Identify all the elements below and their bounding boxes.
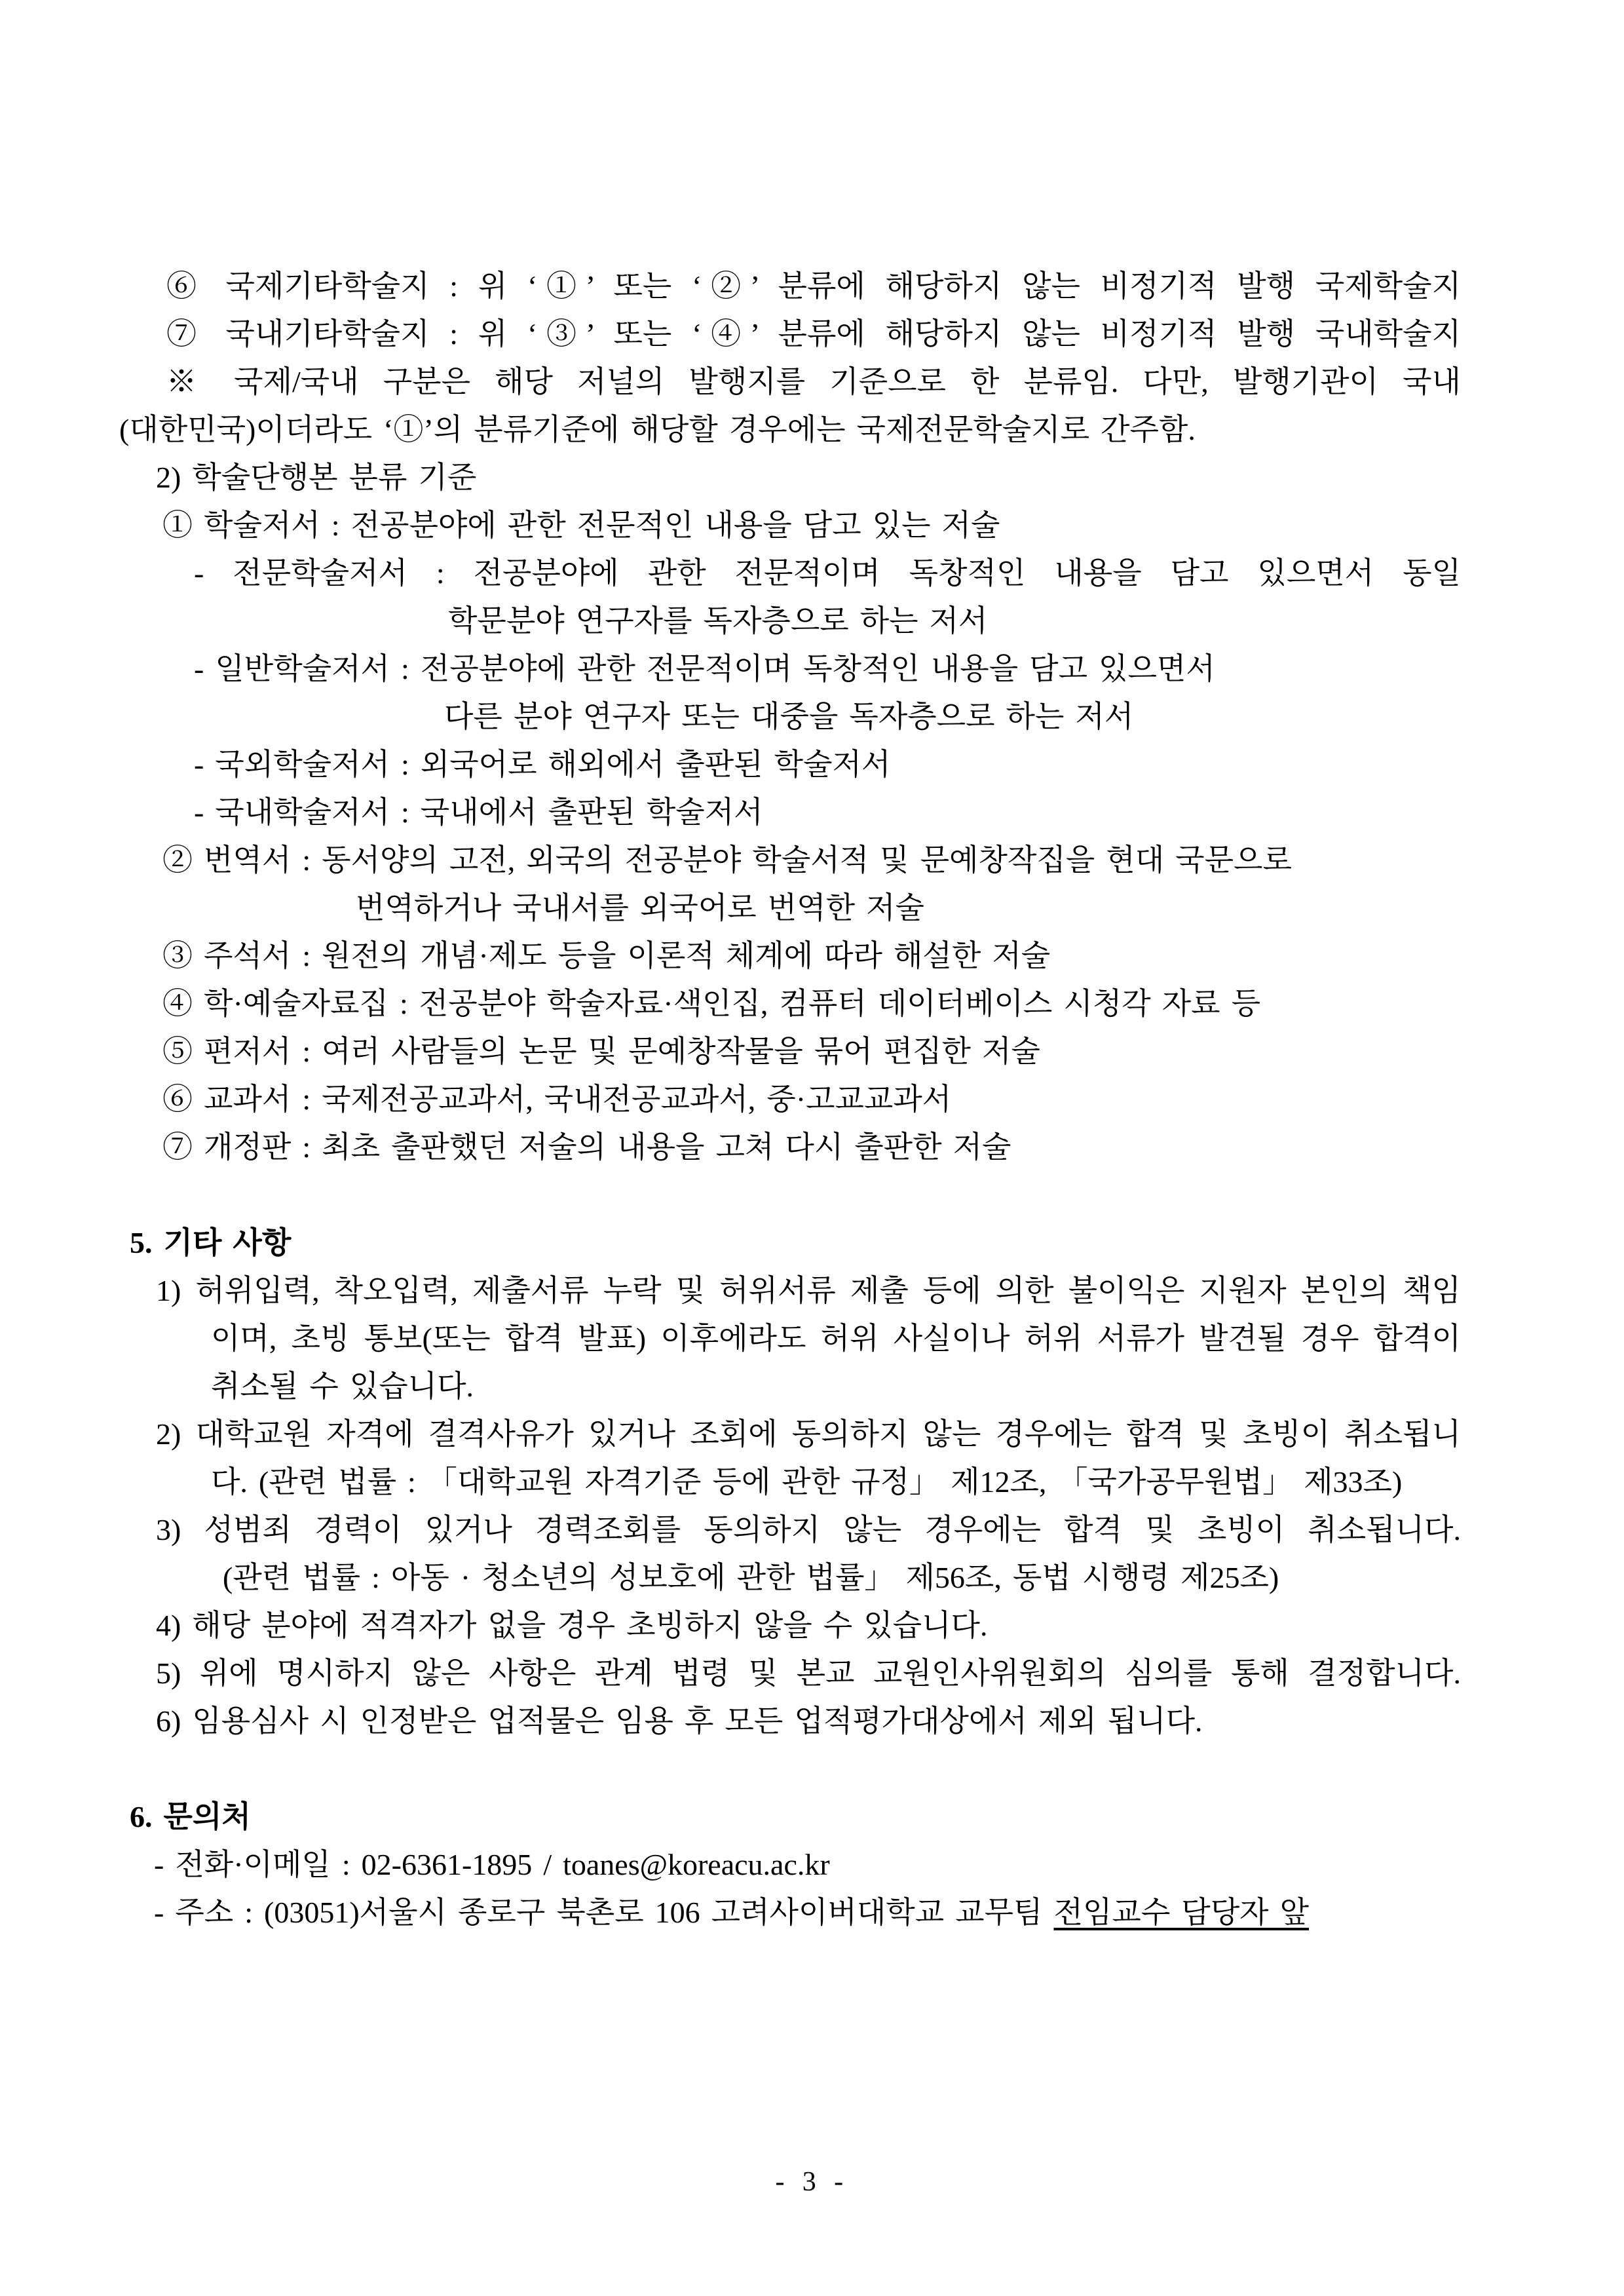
text-segment: 5. 기타 사항 <box>130 1226 292 1259</box>
text-line <box>119 1219 1461 1267</box>
text-line <box>119 1649 1461 1697</box>
text-segment: - 국내학술저서 : 국내에서 출판된 학술저서 <box>194 795 763 829</box>
text-line <box>119 1410 1461 1458</box>
text-line <box>119 1888 1461 1936</box>
text-line <box>119 1554 1461 1601</box>
text-line <box>119 1123 1461 1171</box>
document-body <box>119 262 1461 1936</box>
text-line <box>119 406 1461 453</box>
text-line <box>119 1075 1461 1123</box>
blank-line <box>119 1745 1461 1793</box>
text-line <box>119 1362 1461 1410</box>
text-line <box>119 597 1461 645</box>
text-segment: - 국외학술저서 : 외국어로 해외에서 출판된 학술저서 <box>194 748 891 781</box>
text-line <box>119 1697 1461 1745</box>
text-line <box>119 836 1461 884</box>
text-segment: ⑥ 교과서 : 국제전공교과서, 국내전공교과서, 중·고교교과서 <box>162 1082 952 1116</box>
text-line <box>119 645 1461 693</box>
text-segment: 취소될 수 있습니다. <box>211 1369 474 1403</box>
text-segment: - 전화·이메일 : 02-6361-1895 / toanes@koreacu.ac.kr <box>154 1848 830 1881</box>
text-line <box>119 1458 1461 1506</box>
text-line <box>119 980 1461 1027</box>
text-line <box>119 1314 1461 1362</box>
text-line <box>119 262 1461 310</box>
text-line <box>119 693 1461 740</box>
text-segment: 6. 문의처 <box>130 1800 251 1833</box>
text-segment: (관련 법률 : 아동 · 청소년의 성보호에 관한 법률」 제56조, 동법 시행령 제25조) <box>223 1561 1279 1594</box>
text-line <box>119 501 1461 549</box>
text-segment: ② 번역서 : 동서양의 고전, 외국의 전공분야 학술서적 및 문예창작집을 현대 국문으로 <box>162 843 1292 877</box>
text-line <box>119 1267 1461 1314</box>
text-line <box>119 932 1461 980</box>
text-line <box>119 549 1461 597</box>
text-segment: ⑦ 개정판 : 최초 출판했던 저술의 내용을 고쳐 다시 출판한 저술 <box>162 1130 1011 1164</box>
text-line <box>119 1601 1461 1649</box>
text-line <box>119 740 1461 788</box>
text-line <box>119 310 1461 358</box>
text-line <box>119 788 1461 836</box>
text-segment: 2) 학술단행본 분류 기준 <box>156 461 477 494</box>
text-segment: ⑥ 국제기타학술지 : 위 ‘①’ 또는 ‘②’ 분류에 해당하지 않는 비정기적 발행 국제학술지 <box>166 269 1461 303</box>
text-line <box>119 1506 1461 1554</box>
text-segment: 다. (관련 법률 : 「대학교원 자격기준 등에 관한 규정」 제12조, 「국가공무원법」 제33조) <box>211 1465 1403 1499</box>
underlined-text: 전임교수 담당자 앞 <box>1053 1896 1310 1929</box>
text-segment: 5) 위에 명시하지 않은 사항은 관계 법령 및 본교 교원인사위원회의 심의를 통해 결정합니다. <box>156 1656 1461 1690</box>
text-segment: 이며, 초빙 통보(또는 합격 발표) 이후에라도 허위 사실이나 허위 서류가 발견될 경우 합격이 <box>211 1322 1461 1355</box>
text-line <box>119 358 1461 406</box>
text-segment: ⑤ 편저서 : 여러 사람들의 논문 및 문예창작물을 묶어 편집한 저술 <box>162 1035 1040 1068</box>
text-segment: - 일반학술저서 : 전공분야에 관한 전문적이며 독창적인 내용을 담고 있으면서 <box>194 652 1215 685</box>
text-segment: ① 학술저서 : 전공분야에 관한 전문적인 내용을 담고 있는 저술 <box>162 508 1000 542</box>
text-segment: 6) 임용심사 시 인정받은 업적물은 임용 후 모든 업적평가대상에서 제외 됩니다. <box>156 1704 1203 1738</box>
text-segment: (대한민국)이더라도 ‘①’의 분류기준에 해당할 경우에는 국제전문학술지로 간주함. <box>119 413 1196 446</box>
text-segment: 번역하거나 국내서를 외국어로 번역한 저술 <box>356 891 924 925</box>
text-segment: ④ 학·예술자료집 : 전공분야 학술자료·색인집, 컴퓨터 데이터베이스 시청각 자료 등 <box>162 987 1261 1020</box>
text-line <box>119 884 1461 932</box>
text-line <box>119 1841 1461 1888</box>
text-segment: 2) 대학교원 자격에 결격사유가 있거나 조회에 동의하지 않는 경우에는 합격 및 초빙이 취소됩니 <box>156 1417 1461 1451</box>
text-segment: - 전문학술저서 : 전공분야에 관한 전문적이며 독창적인 내용을 담고 있으면서 동일 <box>194 556 1461 590</box>
page-number: - 3 - <box>775 2167 849 2197</box>
text-segment: 3) 성범죄 경력이 있거나 경력조회를 동의하지 않는 경우에는 합격 및 초빙이 취소됩니다. <box>156 1513 1461 1546</box>
text-segment: ※ 국제/국내 구분은 해당 저널의 발행지를 기준으로 한 분류임. 다만, 발행기관이 국내 <box>166 365 1461 398</box>
text-line <box>119 1027 1461 1075</box>
text-line <box>119 453 1461 501</box>
text-segment: 학문분야 연구자를 독자층으로 하는 저서 <box>448 604 988 638</box>
text-segment: 4) 해당 분야에 적격자가 없을 경우 초빙하지 않을 수 있습니다. <box>156 1609 988 1642</box>
text-segment: ⑦ 국내기타학술지 : 위 ‘③’ 또는 ‘④’ 분류에 해당하지 않는 비정기적 발행 국내학술지 <box>166 317 1461 351</box>
text-segment: - 주소 : (03051)서울시 종로구 북촌로 106 고려사이버대학교 교무팀 <box>154 1896 1054 1929</box>
text-line <box>119 1793 1461 1841</box>
text-segment: ③ 주석서 : 원전의 개념·제도 등을 이론적 체계에 따라 해설한 저술 <box>162 939 1051 972</box>
text-segment: 다른 분야 연구자 또는 대중을 독자층으로 하는 저서 <box>444 700 1134 733</box>
blank-line <box>119 1171 1461 1219</box>
text-segment: 1) 허위입력, 착오입력, 제출서류 누락 및 허위서류 제출 등에 의한 불이익은 지원자 본인의 책임 <box>156 1274 1461 1307</box>
